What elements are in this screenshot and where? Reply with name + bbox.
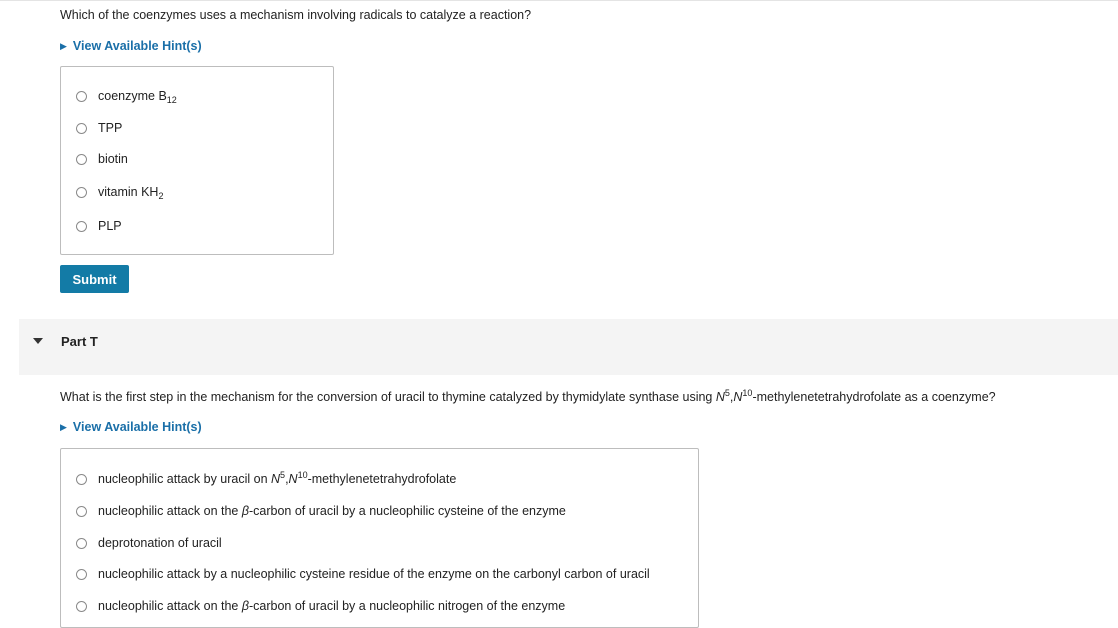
answer-option-vitamin-kh2[interactable] bbox=[76, 182, 163, 202]
answer-option-3[interactable] bbox=[76, 533, 222, 553]
view-hints-link-part-t[interactable] bbox=[60, 420, 202, 434]
radio-button[interactable] bbox=[76, 154, 87, 165]
caret-down-icon[interactable] bbox=[33, 338, 43, 344]
option-label: coenzyme $B_{12}$ bbox=[98, 89, 177, 105]
answer-option-4[interactable] bbox=[76, 564, 650, 584]
option-label: TPP bbox=[98, 121, 123, 135]
view-hints-label: View Available Hint(s) bbox=[72, 39, 202, 53]
caret-right-icon: ▶ bbox=[60, 41, 67, 51]
option-label: nucleophilic attack on the β-carbon of uracil by a nucleophilic cysteine of the enzyme bbox=[98, 504, 566, 518]
radio-button[interactable] bbox=[76, 601, 87, 612]
answer-options-box-part-t bbox=[60, 448, 699, 628]
radio-button[interactable] bbox=[76, 221, 87, 232]
option-label: biotin bbox=[98, 152, 128, 166]
part-title[interactable]: Part T bbox=[61, 334, 98, 349]
answer-option-coenzyme-b12[interactable] bbox=[76, 86, 177, 106]
radio-button[interactable] bbox=[76, 474, 87, 485]
option-label: deprotonation of uracil bbox=[98, 536, 222, 550]
radio-button[interactable] bbox=[76, 91, 87, 102]
view-hints-link-part-s[interactable] bbox=[60, 39, 202, 53]
top-divider bbox=[0, 0, 1118, 1]
answer-option-2[interactable] bbox=[76, 501, 566, 521]
answer-option-5[interactable] bbox=[76, 596, 565, 616]
option-label: nucleophilic attack by a nucleophilic cysteine residue of the enzyme on the carbonyl carbon of uracil bbox=[98, 567, 650, 581]
radio-button[interactable] bbox=[76, 187, 87, 198]
answer-options-box-part-s bbox=[60, 66, 334, 255]
option-label: nucleophilic attack by uracil on $N^5,N^{10}$-methylenetetrahydrofolate bbox=[98, 470, 457, 486]
caret-right-icon: ▶ bbox=[60, 422, 67, 432]
answer-option-biotin[interactable] bbox=[76, 149, 128, 169]
answer-option-plp[interactable] bbox=[76, 216, 122, 236]
option-label: vitamin $KH_2$ bbox=[98, 185, 164, 201]
radio-button[interactable] bbox=[76, 506, 87, 517]
answer-option-tpp[interactable] bbox=[76, 118, 122, 138]
question-text-part-s: Which of the coenzymes uses a mechanism involving radicals to catalyze a reaction? bbox=[60, 8, 532, 22]
view-hints-label: View Available Hint(s) bbox=[72, 420, 202, 434]
submit-button[interactable]: Submit bbox=[60, 265, 129, 293]
answer-option-1[interactable] bbox=[76, 469, 456, 489]
part-t-header[interactable] bbox=[19, 319, 1118, 375]
option-label: PLP bbox=[98, 219, 122, 233]
radio-button[interactable] bbox=[76, 569, 87, 580]
radio-button[interactable] bbox=[76, 538, 87, 549]
option-label: nucleophilic attack on the β-carbon of uracil by a nucleophilic nitrogen of the enzyme bbox=[98, 599, 566, 613]
radio-button[interactable] bbox=[76, 123, 87, 134]
question-text-part-t: What is the first step in the mechanism for the conversion of uracil to thymine catalyzed by thymidylate synthase using $N^5,N^{10}$-methylenetetrahydrofolate as a coenzyme? bbox=[60, 388, 996, 404]
